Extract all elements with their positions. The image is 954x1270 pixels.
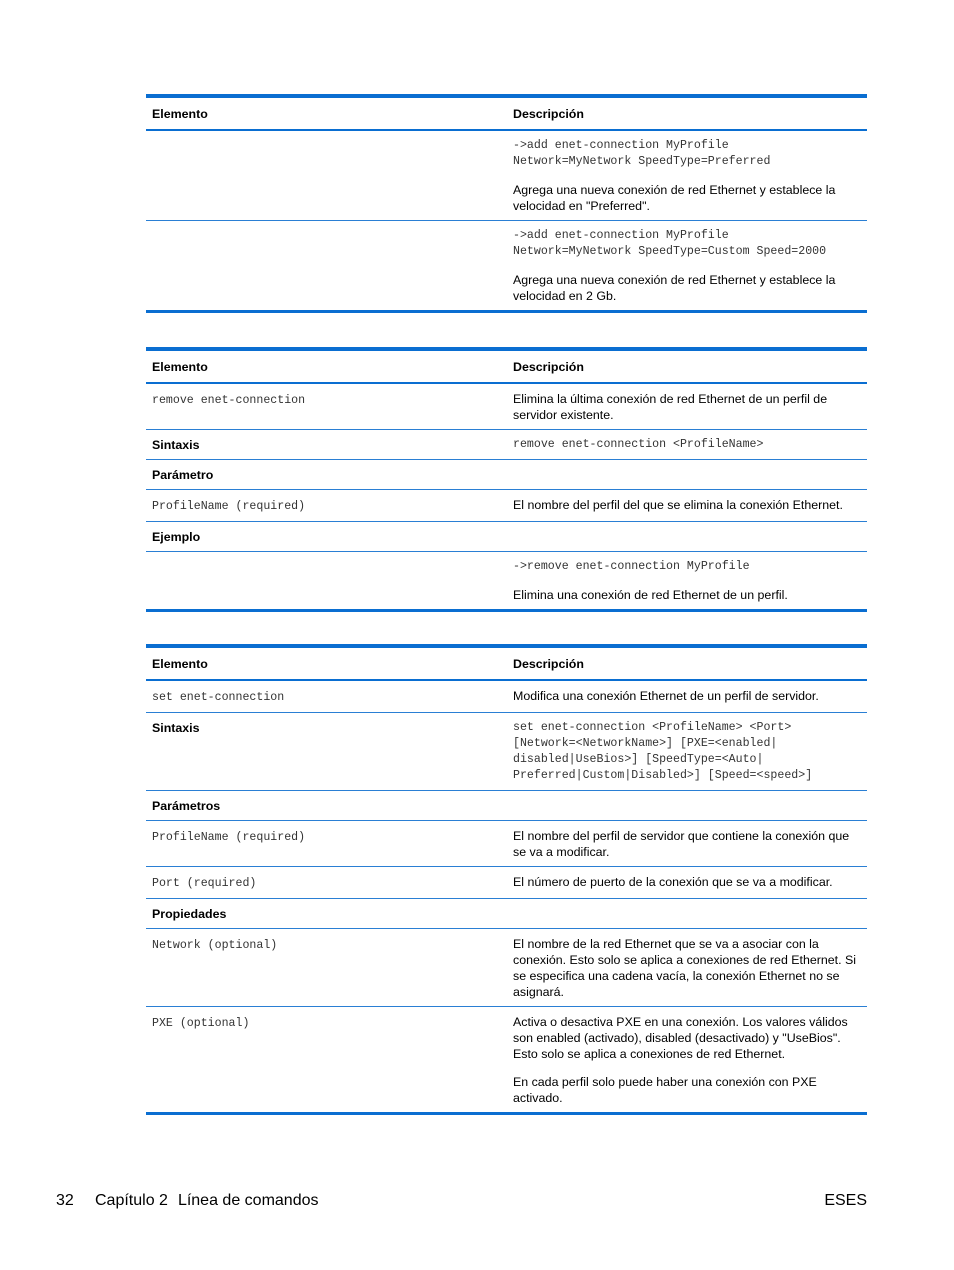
description-cell — [507, 130, 867, 221]
chapter-label: Capítulo 2 — [95, 1192, 168, 1209]
section-label-sintaxis: Sintaxis — [152, 438, 200, 452]
description-cell — [507, 713, 867, 791]
element-cell — [146, 899, 507, 929]
property-name: Network (optional) — [152, 939, 278, 952]
section-label-propiedades: Propiedades — [152, 907, 227, 921]
parameter-name: ProfileName (required) — [152, 500, 306, 513]
description-text: Agrega una nueva conexión de red Ethernet y establece la velocidad en "Preferred". — [513, 183, 836, 213]
description-cell — [507, 791, 867, 821]
command-name: set enet-connection — [152, 691, 285, 704]
column-header-descripcion: Descripción — [507, 646, 867, 680]
property-name: PXE (optional) — [152, 1017, 250, 1030]
description-cell — [507, 680, 867, 713]
parameter-name: Port (required) — [152, 877, 257, 890]
table-row — [146, 430, 867, 460]
table-row — [146, 522, 867, 552]
description-text: El nombre de la red Ethernet que se va a asociar con la conexión. Esto solo se aplica a conexiones de red Ethernet. Si se especifica una cadena vacía, la conexión Ethernet no se asignará. — [513, 937, 857, 999]
description-text: Modifica una conexión Ethernet de un perfil de servidor. — [513, 689, 819, 703]
table-row — [146, 929, 867, 1007]
element-cell — [146, 867, 507, 899]
element-cell — [146, 522, 507, 552]
description-cell — [507, 383, 867, 430]
element-cell — [146, 460, 507, 490]
description-cell — [507, 929, 867, 1007]
element-cell — [146, 821, 507, 867]
element-cell — [146, 929, 507, 1007]
column-header-elemento: Elemento — [146, 646, 507, 680]
chapter-title: Línea de comandos — [177, 1192, 319, 1209]
table-row — [146, 791, 867, 821]
element-cell — [146, 130, 507, 221]
description-text: El número de puerto de la conexión que se va a modificar. — [513, 875, 833, 889]
page-number: 32 — [56, 1192, 74, 1209]
table-add-examples — [146, 94, 867, 313]
description-cell — [507, 899, 867, 929]
description-text: El nombre del perfil del que se elimina la conexión Ethernet. — [513, 498, 843, 512]
footer-left — [56, 1191, 318, 1211]
table-header-row — [146, 646, 867, 680]
table-row — [146, 899, 867, 929]
element-cell — [146, 490, 507, 522]
table-row — [146, 130, 867, 221]
description-cell — [507, 430, 867, 460]
example-command: ->remove enet-connection MyProfile — [513, 560, 750, 573]
element-cell — [146, 791, 507, 821]
description-cell — [507, 490, 867, 522]
example-command: ->add enet-connection MyProfile Network=MyNetwork SpeedType=Preferred — [513, 139, 771, 168]
table-row — [146, 713, 867, 791]
description-note: En cada perfil solo puede haber una conexión con PXE activado. — [513, 1075, 817, 1105]
description-cell — [507, 1007, 867, 1114]
table-row — [146, 221, 867, 312]
column-header-descripcion: Descripción — [507, 349, 867, 383]
description-cell — [507, 221, 867, 312]
table-row — [146, 1007, 867, 1114]
description-cell — [507, 522, 867, 552]
table-header-row — [146, 96, 867, 130]
description-text: Activa o desactiva PXE en una conexión. Los valores válidos son enabled (activado), disabled (desactivado) y "UseBios". Esto solo se aplica a conexiones de red Ethernet. — [513, 1015, 848, 1061]
table-remove-enet-connection — [146, 347, 867, 612]
column-header-descripcion: Descripción — [507, 96, 867, 130]
element-cell — [146, 680, 507, 713]
syntax-text: remove enet-connection <ProfileName> — [513, 438, 764, 451]
table-header-row — [146, 349, 867, 383]
column-header-elemento: Elemento — [146, 349, 507, 383]
section-label-parametros: Parámetros — [152, 799, 221, 813]
description-cell — [507, 867, 867, 899]
table-set-enet-connection — [146, 644, 867, 1115]
section-label-sintaxis: Sintaxis — [152, 721, 200, 735]
footer-locale: ESES — [824, 1192, 867, 1209]
description-text: Agrega una nueva conexión de red Ethernet y establece la velocidad en 2 Gb. — [513, 273, 836, 303]
description-text: El nombre del perfil de servidor que contiene la conexión que se va a modificar. — [513, 829, 850, 859]
element-cell — [146, 430, 507, 460]
element-cell — [146, 383, 507, 430]
description-cell — [507, 821, 867, 867]
syntax-text: set enet-connection <ProfileName> <Port> [Network=<NetworkName>] [PXE=<enabled| disabled|UseBios>] [SpeedType=<Auto| Preferred|Custom|Disabled>] [Speed=<speed>] — [513, 721, 813, 782]
table-row — [146, 821, 867, 867]
element-cell — [146, 713, 507, 791]
table-row — [146, 867, 867, 899]
element-cell — [146, 1007, 507, 1114]
description-cell — [507, 460, 867, 490]
example-command: ->add enet-connection MyProfile Network=MyNetwork SpeedType=Custom Speed=2000 — [513, 229, 827, 258]
command-name: remove enet-connection — [152, 394, 306, 407]
element-cell — [146, 221, 507, 312]
element-cell — [146, 552, 507, 611]
table-row — [146, 490, 867, 522]
description-text: Elimina la última conexión de red Ethernet de un perfil de servidor existente. — [513, 392, 828, 422]
table-row — [146, 680, 867, 713]
description-text: Elimina una conexión de red Ethernet de un perfil. — [513, 588, 788, 602]
section-label-parametro: Parámetro — [152, 468, 214, 482]
table-row — [146, 552, 867, 611]
table-row — [146, 460, 867, 490]
parameter-name: ProfileName (required) — [152, 831, 306, 844]
column-header-elemento: Elemento — [146, 96, 507, 130]
section-label-ejemplo: Ejemplo — [152, 530, 201, 544]
table-row — [146, 383, 867, 430]
description-cell — [507, 552, 867, 611]
